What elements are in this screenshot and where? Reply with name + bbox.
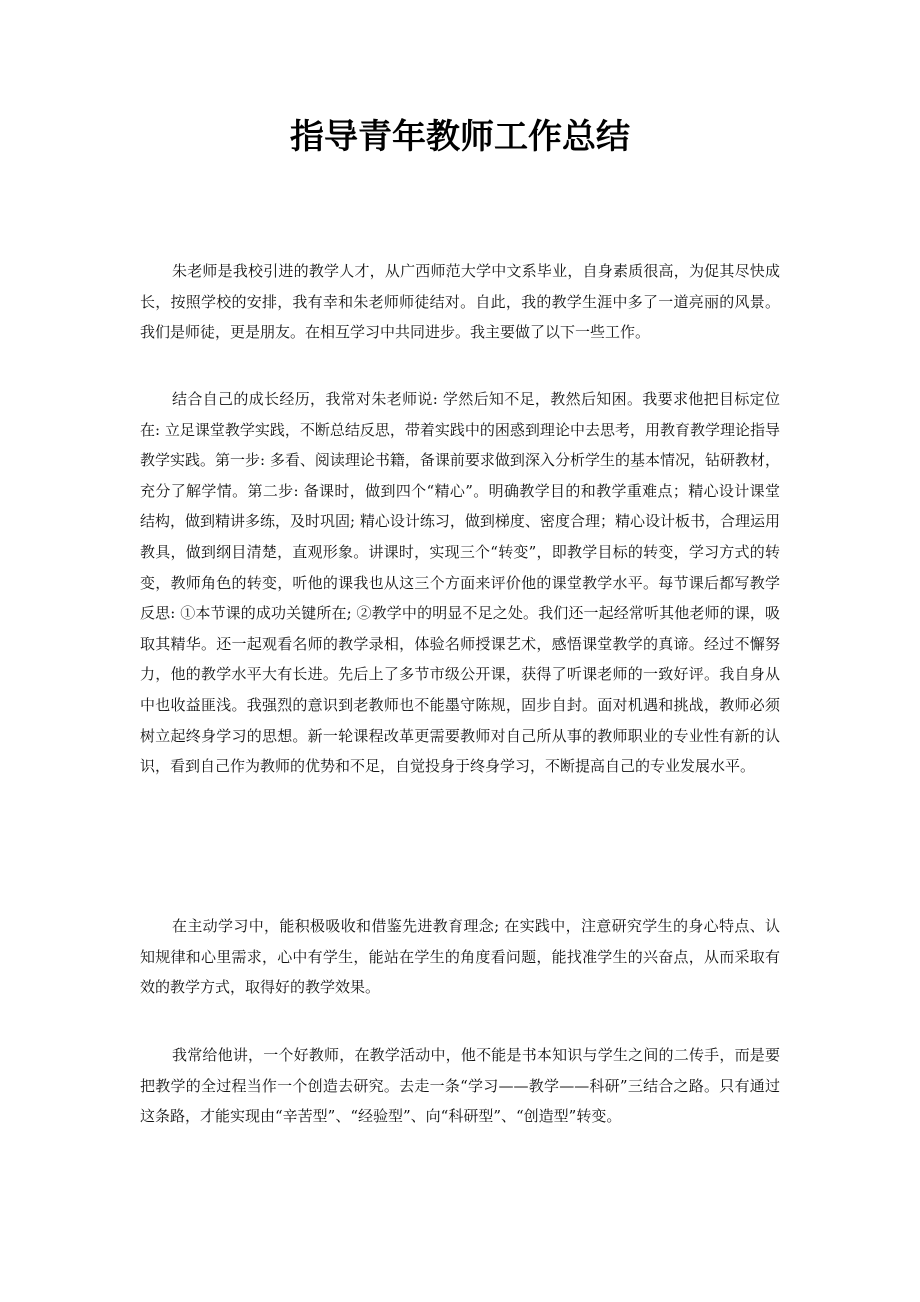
paragraph-methods: 结合自己的成长经历，我常对朱老师说: 学然后知不足，教然后知困。我要求他把目标定位在: 立足课堂教学实践，不断总结反思，带着实践中的困惑到理论中去思考，用教育教学理论指导教学实践。第一步: 多看、阅读理论书籍，备课前要求做到深入分析学生的基本情况，钻研教材，充分了解学情。第二步: 备课时，做到四个“精心”。明确教学目的和教学重难点；精心设计课堂结构，做到精讲多练，及时巩固; 精心设计练习，做到梯度、密度合理；精心设计板书，合理运用教具，做到纲目清楚，直观形象。讲课时，实现三个“转变”，即教学目标的转变，学习方式的转变，教师角色的转变，听他的课我也从这三个方面来评价他的课堂教学水平。每节课后都写教学反思: ①本节课的成功关键所在; ②教学中的明显不足之处。我们还一起经常听其他老师的课，吸取其精华。还一起观看名师的教学录相，体验名师授课艺术，感悟课堂教学的真谛。经过不懈努力，他的教学水平大有长进。先后上了多节市级公开课，获得了听课老师的一致好评。我自身从中也收益匪浅。我强烈的意识到老教师也不能墨守陈规，固步自封。面对机遇和挑战，教师必须树立起终身学习的思想。新一轮课程改革更需要教师对自己所从事的教师职业的专业性有新的认识，看到自己作为教师的优势和不足，自觉投身于终身学习，不断提高自己的专业发展水平。 [140, 390, 780, 776]
paragraph-conclusion: 我常给他讲，一个好教师，在教学活动中，他不能是书本知识与学生之间的二传手，而是要把教学的全过程当作一个创造去研究。去走一条“学习——教学——科研”三结合之路。只有通过这条路，才能实现由“辛苦型”、“经验型”、向“科研型”、“创造型”转变。 [140, 1046, 780, 1126]
document-title: 指导青年教师工作总结 [290, 117, 630, 157]
paragraph-active-learning: 在主动学习中，能积极吸收和借鉴先进教育理念; 在实践中，注意研究学生的身心特点、认知规律和心里需求，心中有学生，能站在学生的角度看问题，能找准学生的兴奋点，从而采取有效的教学方式，取得好的教学效果。 [140, 917, 780, 997]
paragraph-intro: 朱老师是我校引进的教学人才，从广西师范大学中文系毕业，自身素质很高，为促其尽快成长，按照学校的安排，我有幸和朱老师师徒结对。自此，我的教学生涯中多了一道亮丽的风景。我们是师徒，更是朋友。在相互学习中共同进步。我主要做了以下一些工作。 [140, 262, 780, 342]
